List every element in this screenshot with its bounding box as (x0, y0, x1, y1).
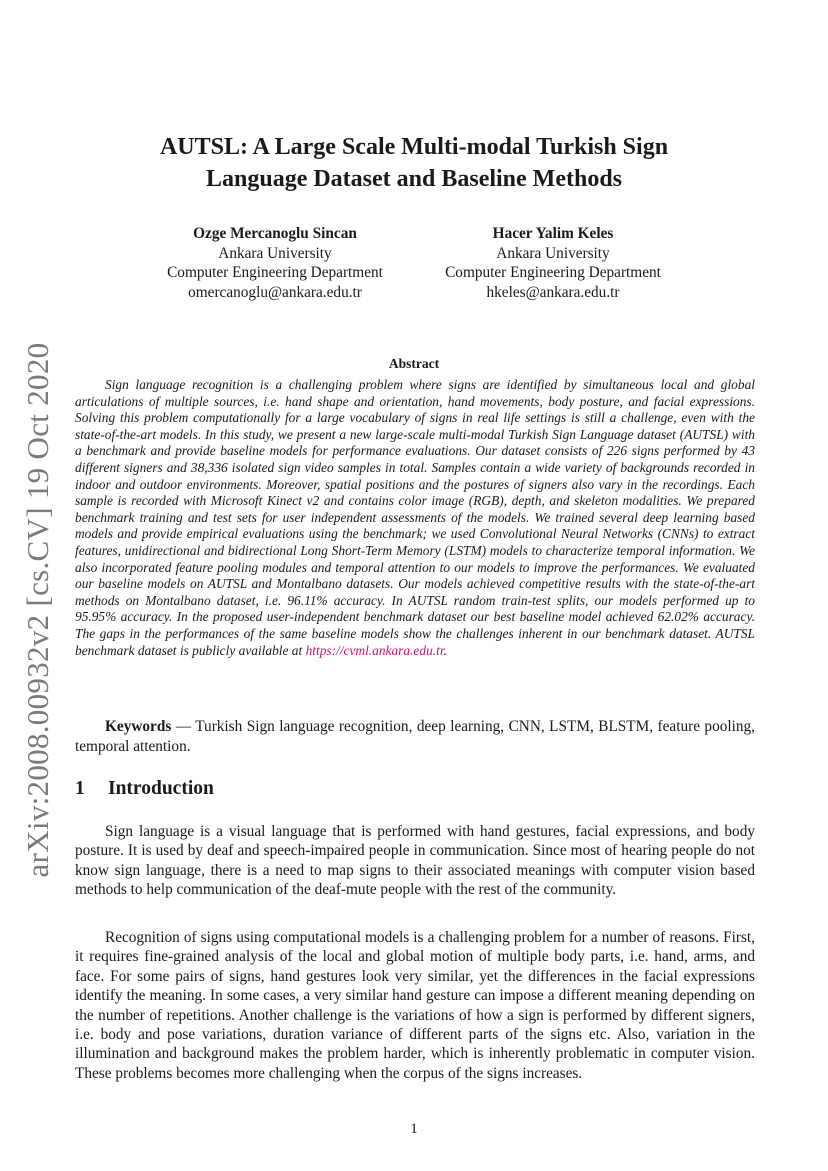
author-department: Computer Engineering Department (167, 264, 383, 281)
abstract-text: Sign language recognition is a challenging problem where signs are identified by simultaneous local and global articulations of multiple sources, i.e. hand shape and orientation, hand movements, body posture, and facial expressions. Solving this problem computationally for a large vocabulary of signs in real life settings is still a challenge, even with the state-of-the-art models. In this study, we present a new large-scale multi-modal Turkish Sign Language dataset (AUTSL) with a benchmark and provide baseline models for performance evaluations. Our dataset consists of 226 signs performed by 43 different signers and 38,336 isolated sign video samples in total. Samples contain a wide variety of backgrounds recorded in indoor and outdoor environments. Moreover, spatial positions and the postures of signers also vary in the recordings. Each sample is recorded with Microsoft Kinect v2 and contains color image (RGB), depth, and skeleton modalities. We prepared benchmark training and test sets for user independent assessments of the models. We trained several deep learning based models and provide empirical evaluations using the benchmark; we used Convolutional Neural Networks (CNNs) to extract features, unidirectional and bidirectional Long Short-Term Memory (LSTM) models to characterize temporal information. We also incorporated feature pooling modules and temporal attention to our models to improve the performances. We evaluated our baseline models on AUTSL and Montalbano datasets. Our models achieved competitive results with the state-of-the-art methods on Montalbano dataset, i.e. 96.11% accuracy. In AUTSL random train-test splits, our models performed up to 95.95% accuracy. In the proposed user-independent benchmark dataset our best baseline model achieved 62.02% accuracy. The gaps in the performances of the same baseline models show the challenges inherent in our benchmark dataset. AUTSL benchmark dataset is publicly available at (75, 377, 755, 658)
keywords-paragraph (75, 717, 755, 756)
body-paragraph: Recognition of signs using computational models is a challenging problem for a number of reasons. First, it requires fine-grained analysis of the local and global motion of multiple body parts, i.e. hand, arms, and face. For some pairs of signs, hand gestures look very similar, yet the differences in the facial expressions identify the meaning. In some cases, a very similar hand gesture can impose a different meaning depending on the number of repetitions. Another challenge is the variations of how a sign is performed by different signers, i.e. body and pose variations, duration variance of different parts of the signs etc. Also, variation in the illumination and background makes the problem harder, which is inherently problematic in computer vision. These problems becomes more challenging when the corpus of the signs increases. (75, 929, 755, 1082)
author-name: Hacer Yalim Keles (492, 225, 614, 242)
page-number: 1 (410, 1121, 418, 1137)
author-affiliation: Ankara University (218, 244, 332, 262)
author-department: Computer Engineering Department (445, 264, 661, 281)
arxiv-identifier-stamp: arXiv:2008.00932v2 [cs.CV] 19 Oct 2020 (20, 342, 55, 878)
keywords-text: Turkish Sign language recognition, deep learning, CNN, LSTM, BLSTM, feature pooling, temporal attention. (75, 718, 756, 755)
paper-title (75, 131, 753, 195)
author-block-2 (413, 224, 693, 302)
section-title: Introduction (108, 778, 214, 799)
section-number: 1 (75, 778, 85, 799)
dataset-link[interactable]: https://cvml.ankara.edu.tr (305, 642, 444, 658)
paper-title-line-2: Language Dataset and Baseline Methods (205, 166, 623, 192)
author-name: Ozge Mercanoglu Sincan (193, 225, 357, 242)
keywords-label: Keywords (105, 718, 172, 735)
abstract-end: . (443, 642, 447, 658)
author-email: omercanoglu@ankara.edu.tr (188, 283, 362, 301)
author-email: hkeles@ankara.edu.tr (486, 283, 620, 301)
body-paragraph: Sign language is a visual language that is performed with hand gestures, facial expressions, and body posture. It is used by deaf and speech-impaired people in communication. Since most of hearing people do not know sign language, there is a need to map signs to their associated meanings with computer vision based methods to help communication of the deaf-mute people with the rest of the community. (75, 823, 755, 899)
keywords-separator: — (171, 718, 196, 735)
author-affiliation: Ankara University (496, 244, 610, 262)
abstract-body (75, 377, 755, 659)
section-heading-introduction (75, 778, 214, 800)
abstract-heading: Abstract (388, 356, 440, 371)
author-block-1 (135, 224, 415, 302)
paper-title-line-1: AUTSL: A Large Scale Multi-modal Turkish Sign (159, 134, 669, 160)
